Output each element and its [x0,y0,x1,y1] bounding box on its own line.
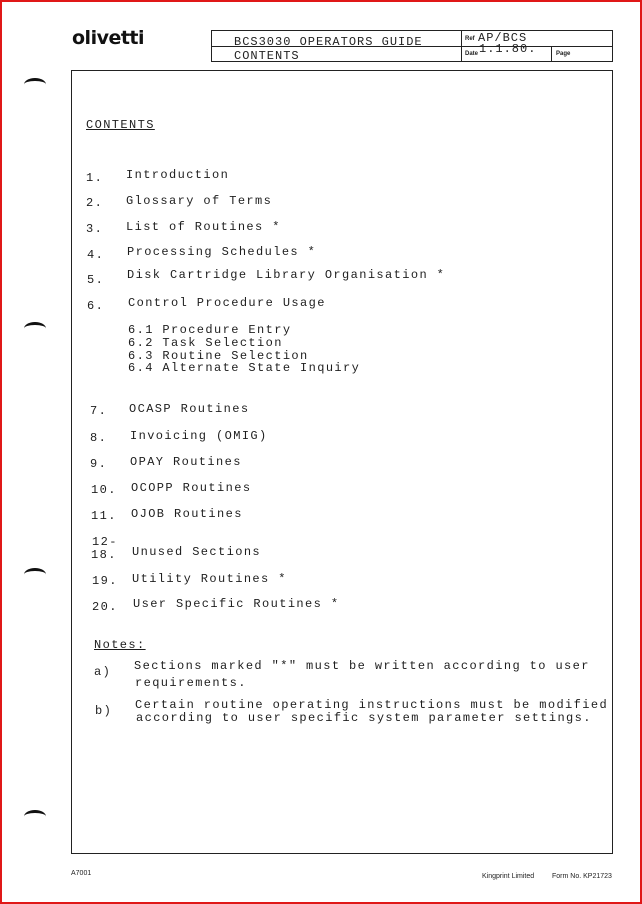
form-number: Form No. KP21723 [552,873,612,880]
toc-title: Utility Routines * [132,572,287,586]
date-value: 1.1.80. [479,42,537,56]
toc-title: Processing Schedules * [127,245,317,259]
form-code: A7001 [71,870,92,877]
punch-hole-mark [24,568,46,581]
toc-number: 1. [86,171,104,185]
toc-number: 7. [90,404,108,418]
note-label: a) [94,665,112,679]
toc-number: 8. [90,431,108,445]
toc-title: OPAY Routines [130,455,242,469]
toc-subitem: 6.1 Procedure Entry [128,323,292,337]
toc-subitem: 6.3 Routine Selection [128,349,309,363]
page-label: Page [556,51,571,57]
toc-number: 4. [87,248,105,262]
toc-title: OCASP Routines [129,402,250,416]
olivetti-logo: olivetti [72,27,145,49]
toc-number: 9. [90,457,108,471]
note-text: Sections marked "*" must be written according to user [134,659,590,673]
toc-number: 12- [92,535,118,549]
date-label: Date [465,51,479,57]
toc-number: 18. [91,548,117,562]
toc-number: 3. [86,222,104,236]
note-text: requirements. [135,676,247,690]
toc-title: Glossary of Terms [126,194,273,208]
punch-hole-mark [24,78,46,91]
toc-subitem: 6.2 Task Selection [128,336,283,350]
notes-heading: Notes: [94,638,146,652]
note-label: b) [95,704,113,718]
toc-title: OJOB Routines [131,507,243,521]
note-text: according to user specific system parameter settings. [136,711,592,725]
section-title: CONTENTS [234,49,300,63]
toc-number: 10. [91,483,117,497]
toc-number: 19. [92,574,118,588]
document-title: BCS3030 OPERATORS GUIDE [234,35,423,49]
toc-number: 20. [92,600,118,614]
toc-subitem: 6.4 Alternate State Inquiry [128,361,361,375]
toc-title: Control Procedure Usage [128,296,326,310]
toc-title: Introduction [126,168,230,182]
toc-title: Invoicing (OMIG) [130,429,268,443]
toc-title: List of Routines * [126,220,281,234]
toc-title: Disk Cartridge Library Organisation * [127,268,446,282]
toc-number: 5. [87,273,105,287]
punch-hole-mark [24,810,46,823]
toc-title: User Specific Routines * [133,597,340,611]
punch-hole-mark [24,322,46,335]
toc-number: 2. [86,196,104,210]
note-text: Certain routine operating instructions must be modified [135,698,609,712]
contents-heading: CONTENTS [86,118,155,132]
toc-number: 11. [91,509,117,523]
printer-name: Kingprint Limited [482,873,535,880]
ref-label: Ref [465,36,475,42]
ref-value: AP/BCS [478,31,528,45]
toc-title: Unused Sections [132,545,262,559]
toc-title: OCOPP Routines [131,481,252,495]
toc-number: 6. [87,299,105,313]
